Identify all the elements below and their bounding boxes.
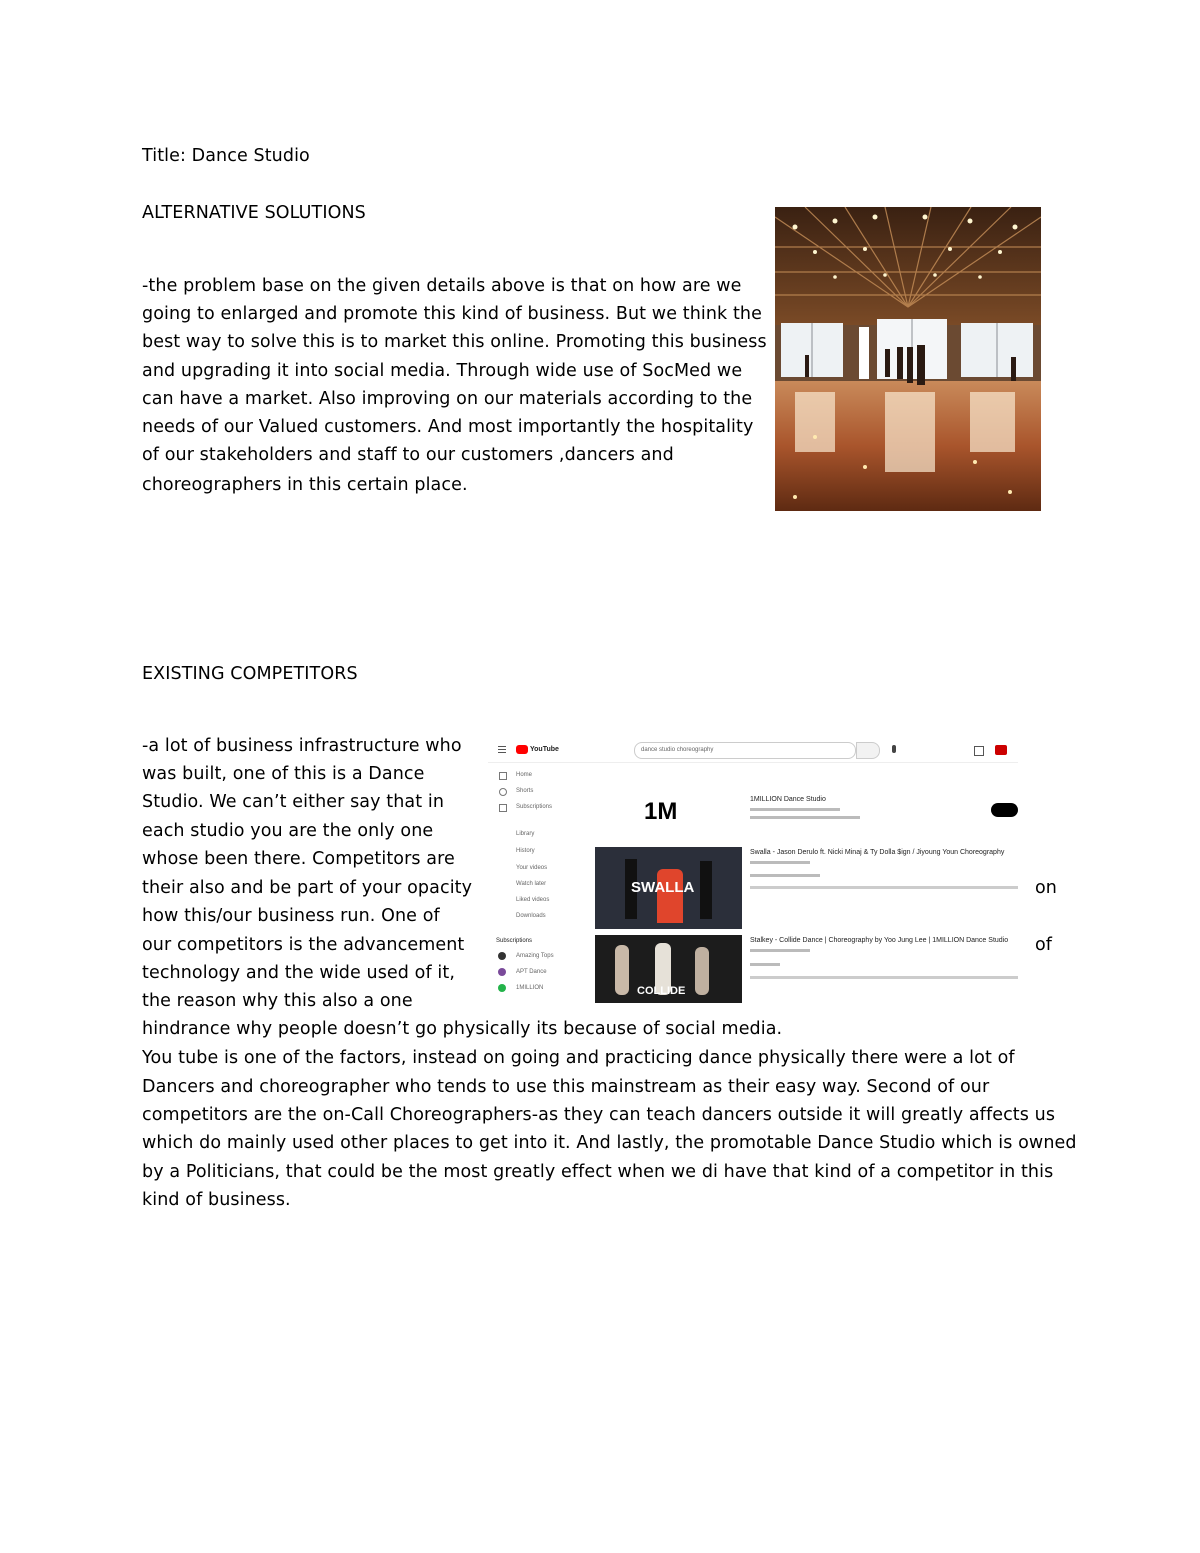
paragraph-line: of our stakeholders and staff to our customers ,dancers and <box>142 445 674 465</box>
home-icon <box>499 772 507 780</box>
video-meta <box>750 963 780 966</box>
paragraph-line: Dancers and choreographer who tends to use this mainstream as their easy way. Second of our <box>142 1077 990 1097</box>
paragraph-line: how this/our business run. One of <box>142 906 440 926</box>
existing-competitors-heading: EXISTING COMPETITORS <box>142 664 358 684</box>
sidebar-item: Watch later <box>516 881 547 887</box>
dancer-figure <box>700 861 712 919</box>
dancer-figure <box>615 945 629 995</box>
paragraph-line: -the problem base on the given details above is that on how are we <box>142 276 742 296</box>
paragraph-line: can have a market. Also improving on our materials according to the <box>142 389 753 409</box>
paragraph-line: which do mainly used other places to get into it. And lastly, the promotable Dance Studio which is owned <box>142 1133 1077 1153</box>
thumbnail-title: COLLIDE <box>637 985 686 997</box>
subscriptions-label: Subscriptions <box>496 938 533 944</box>
sidebar-item: Subscriptions <box>516 804 553 810</box>
avatar <box>498 968 506 976</box>
paragraph-line: You tube is one of the factors, instead on going and practicing dance physically there were a lot of <box>142 1048 1015 1068</box>
paragraph-line: whose been there. Competitors are <box>142 849 455 869</box>
paragraph-line: competitors are the on-Call Choreographers-as they can teach dancers outside it will greatly affects us <box>142 1105 1056 1125</box>
paragraph-line: our competitors is the advancement <box>142 935 465 955</box>
subscribe-button <box>991 803 1018 817</box>
video-description <box>750 976 1018 979</box>
video-thumbnail <box>595 935 742 1003</box>
paragraph-line: the reason why this also a one <box>142 991 413 1011</box>
paragraph-fragment: of <box>1035 935 1053 955</box>
paragraph-line: -a lot of business infrastructure who <box>142 736 462 756</box>
create-icon <box>974 746 984 756</box>
video-meta <box>750 949 810 952</box>
document-title: Title: Dance Studio <box>142 146 310 166</box>
sidebar-item: Liked videos <box>516 897 550 903</box>
sidebar-item: Library <box>516 831 535 837</box>
channel-name: 1MILLION Dance Studio <box>750 796 826 803</box>
channel-meta <box>750 808 840 811</box>
dancer-figure <box>695 947 709 995</box>
video-thumbnail <box>595 847 742 929</box>
notification-icon <box>995 745 1007 755</box>
paragraph-line: was built, one of this is a Dance <box>142 764 425 784</box>
paragraph-line: each studio you are the only one <box>142 821 434 841</box>
paragraph-line: kind of business. <box>142 1190 291 1210</box>
youtube-logo-icon <box>516 745 528 754</box>
subscriptions-icon <box>499 804 507 812</box>
paragraph-line: Studio. We can’t either say that in <box>142 792 445 812</box>
channel-meta <box>750 816 860 819</box>
microphone-icon <box>892 745 896 753</box>
paragraph-line: technology and the wide used of it, <box>142 963 455 983</box>
youtube-search-box <box>634 742 856 759</box>
paragraph-line: best way to solve this is to market this online. Promoting this business <box>142 332 767 352</box>
avatar <box>498 952 506 960</box>
search-input: dance studio choreography <box>641 747 714 753</box>
menu-icon <box>498 746 506 747</box>
subscription-item: Amazing Tops <box>516 953 554 959</box>
video-title: Stalkey - Collide Dance | Choreography by Yoo Jung Lee | 1MILLION Dance Studio <box>750 937 1009 944</box>
thumbnail-title: SWALLA <box>631 879 695 896</box>
paragraph-line: and upgrading it into social media. Through wide use of SocMed we <box>142 361 743 381</box>
channel-avatar: 1M <box>644 798 678 825</box>
alternative-solutions-heading: ALTERNATIVE SOLUTIONS <box>142 203 366 223</box>
youtube-screenshot <box>488 738 1018 1006</box>
paragraph-line: going to enlarged and promote this kind of business. But we think the <box>142 304 762 324</box>
dance-studio-photo <box>775 207 1041 511</box>
shorts-icon <box>499 788 507 796</box>
sidebar-item: Your videos <box>516 865 548 871</box>
search-icon <box>856 742 880 759</box>
sidebar-item: History <box>516 848 535 854</box>
video-description <box>750 886 1018 889</box>
paragraph-line: hindrance why people doesn’t go physically its because of social media. <box>142 1019 783 1039</box>
avatar <box>498 984 506 992</box>
video-meta <box>750 861 810 864</box>
sidebar-item: Home <box>516 772 533 778</box>
video-title: Swalla - Jason Derulo ft. Nicki Minaj & Ty Dolla $ign / Jiyoung Youn Choreography <box>750 849 1005 856</box>
subscription-item: APT Dance <box>516 969 547 975</box>
paragraph-line: needs of our Valued customers. And most importantly the hospitality <box>142 417 754 437</box>
sidebar-item: Shorts <box>516 788 534 794</box>
paragraph-line: choreographers in this certain place. <box>142 475 468 495</box>
paragraph-line: by a Politicians, that could be the most greatly effect when we di have that kind of a competitor in this <box>142 1162 1054 1182</box>
paragraph-fragment: on <box>1035 878 1057 898</box>
sidebar-item: Downloads <box>516 913 546 919</box>
video-meta <box>750 874 820 877</box>
paragraph-line: their also and be part of your opacity <box>142 878 473 898</box>
youtube-topbar <box>488 738 1018 763</box>
subscription-item: 1MILLION <box>516 985 544 991</box>
youtube-logo-text: YouTube <box>530 746 559 753</box>
